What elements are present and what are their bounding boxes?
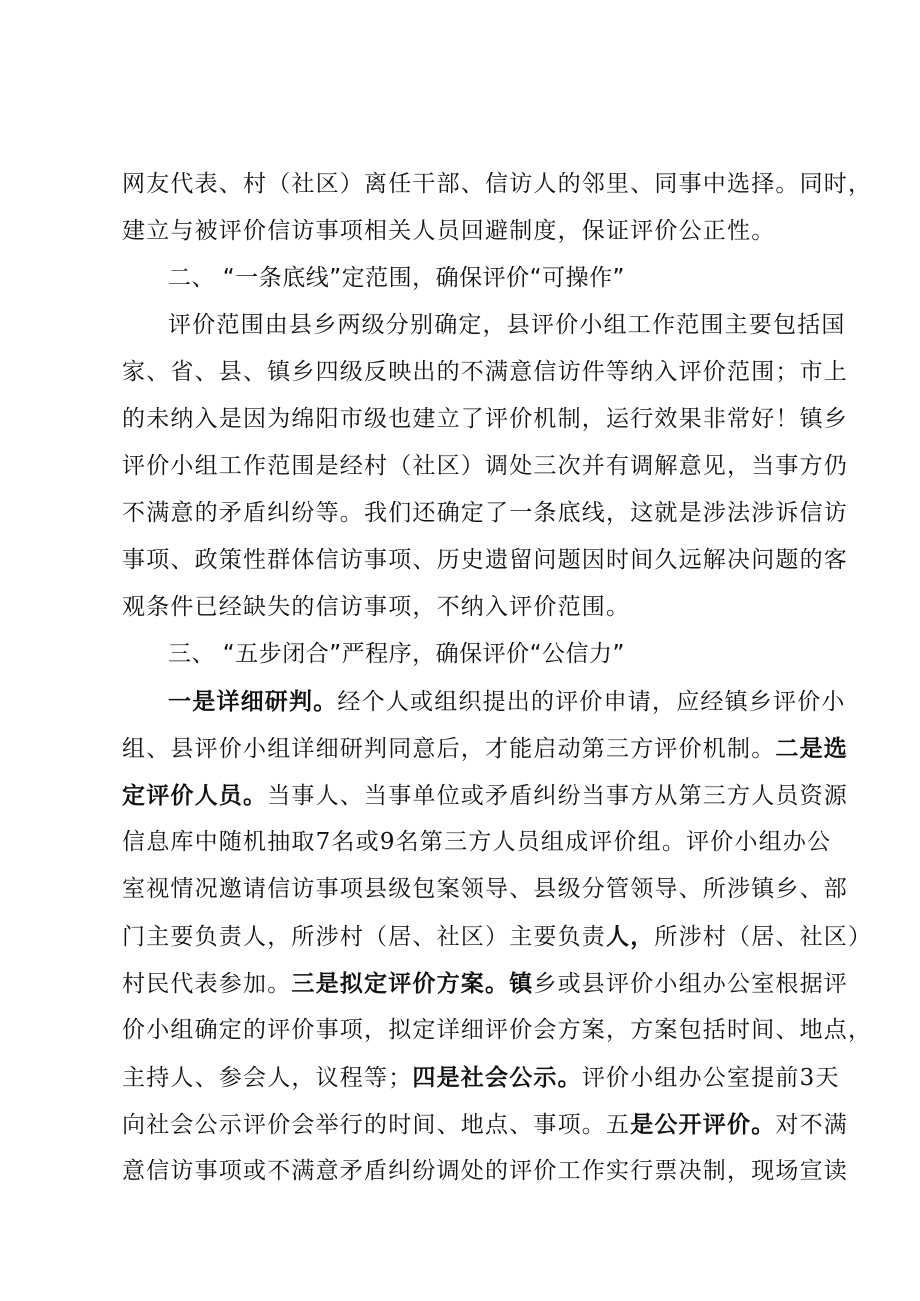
section-heading-3: 三、 “五步闭合”严程序，确保评价“公信力” — [168, 641, 625, 667]
text-run: 门主要负责人，所涉村（居、社区）主要负责 — [122, 924, 606, 950]
paragraph-line: 网友代表、村（社区）离任干部、信访人的邻里、同事中选择。同时， — [122, 171, 873, 197]
paragraph-line — [122, 960, 849, 1007]
paragraph-line: 室视情况邀请信访事项县级包案领导、县级分管领导、所涉镇乡、部 — [122, 876, 848, 902]
text-run: 评价小组办公室提前3天 — [581, 1065, 840, 1091]
paragraph-line: 评价范围由县乡两级分别确定，县评价小组工作范围主要包括国 — [168, 312, 846, 338]
paragraph-line: 意信访事项或不满意矛盾纠纷调处的评价工作实行票决制，现场宣读 — [122, 1158, 848, 1184]
bold-phrase: 人， — [606, 923, 655, 950]
paragraph-line — [122, 678, 846, 725]
text-run: 所涉村（居、社区） — [654, 924, 873, 950]
text-run: 主持人、参会人，议程等； — [122, 1065, 413, 1091]
text-run: 乡或县评价小组办公室根据评 — [533, 971, 849, 997]
paragraph-line — [122, 725, 849, 772]
paragraph-line: 的未纳入是因为绵阳市级也建立了评价机制，运行效果非常好！镇乡 — [122, 406, 848, 432]
paragraph-line: 评价小组工作范围是经村（社区）调处三次并有调解意见，当事方仍 — [122, 453, 848, 479]
bold-phrase: 三是拟定评价方案。镇 — [291, 970, 534, 997]
paragraph-line — [122, 1101, 849, 1148]
bold-phrase: 一是详细研判。 — [168, 688, 338, 715]
bold-phrase: 定评价人员。 — [122, 782, 268, 809]
text-run: 经个人或组织提出的评价申请，应经镇乡评价小 — [337, 689, 846, 715]
paragraph-line — [122, 1054, 840, 1101]
paragraph-line: 事项、政策性群体信访事项、历史遗留问题因时间久远解决问题的客 — [122, 547, 848, 573]
paragraph-line: 价小组确定的评价事项，拟定详细评价会方案，方案包括时间、地点， — [122, 1017, 873, 1043]
section-heading-2: 二、 “一条底线”定范围，确保评价“可操作” — [168, 265, 625, 291]
text-run: 村民代表参加。 — [122, 971, 292, 997]
paragraph-line — [122, 772, 849, 819]
bold-phrase: 是公开评价。 — [630, 1111, 776, 1138]
paragraph-line: 信息库中随机抽取7名或9名第三方人员组成评价组。评价小组办公 — [122, 829, 832, 855]
text-run: 对不满 — [775, 1112, 849, 1138]
paragraph-line: 建立与被评价信访事项相关人员回避制度，保证评价公正性。 — [122, 218, 776, 244]
paragraph-line: 不满意的矛盾纠纷等。我们还确定了一条底线，这就是涉法涉诉信访 — [122, 500, 848, 526]
text-run: 当事人、当事单位或矛盾纠纷当事方从第三方人员资源 — [267, 783, 849, 809]
document-page — [122, 161, 873, 1195]
text-run: 向社会公示评价会举行的时间、地点、事项。五 — [122, 1112, 631, 1138]
paragraph-line: 观条件已经缺失的信访事项，不纳入评价范围。 — [122, 594, 631, 620]
paragraph-line — [122, 913, 873, 960]
bold-phrase: 四是社会公示。 — [412, 1064, 582, 1091]
bold-phrase: 二是选 — [775, 735, 849, 762]
text-run: 组、县评价小组详细研判同意后，才能启动第三方评价机制。 — [122, 736, 776, 762]
paragraph-line: 家、省、县、镇乡四级反映出的不满意信访件等纳入评价范围；市上 — [122, 359, 848, 385]
